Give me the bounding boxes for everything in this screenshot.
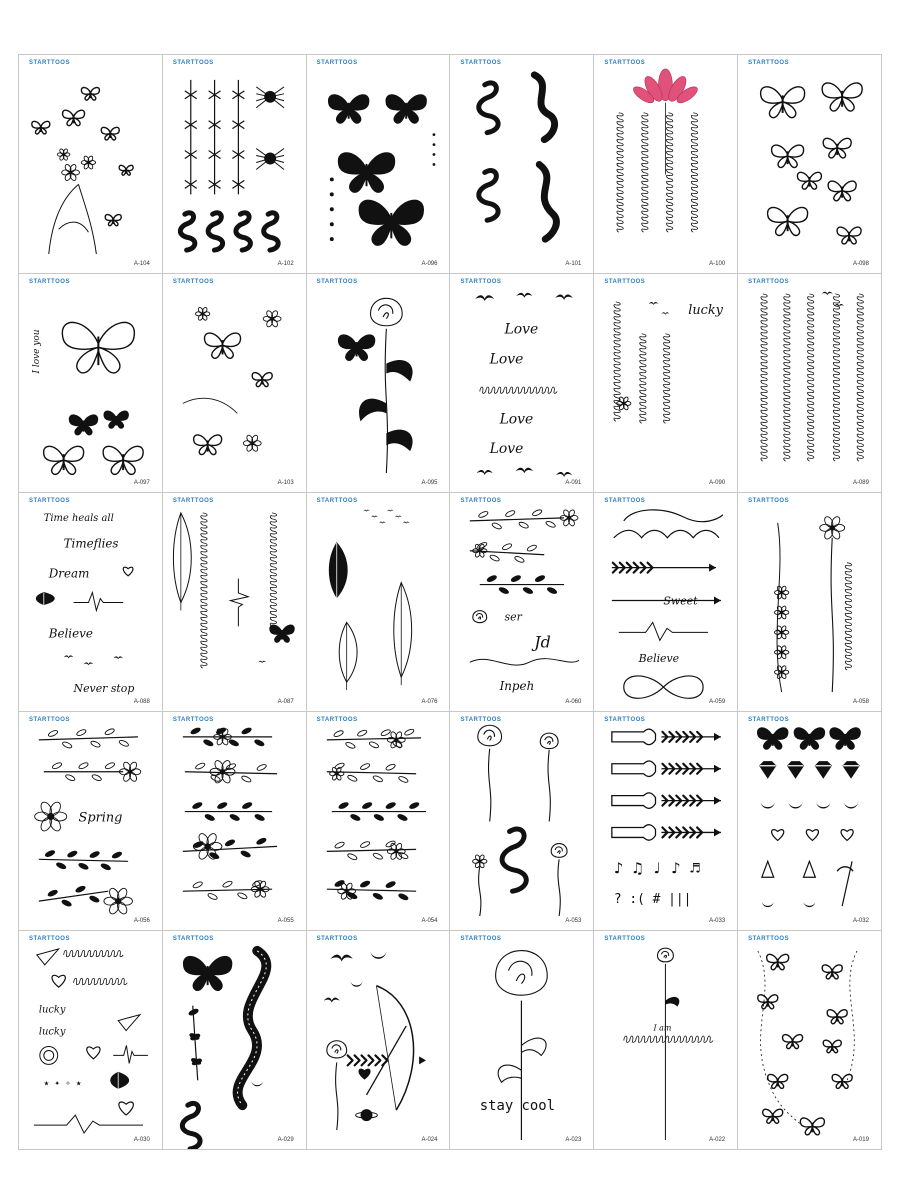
svg-text:Love: Love [490, 441, 524, 458]
tattoo-code: A-087 [277, 699, 294, 705]
brand-label: STARTTOOS [460, 717, 502, 723]
tattoo-code: A-060 [565, 699, 582, 705]
tattoo-card-a-058 [738, 493, 882, 712]
brand-label: STARTTOOS [460, 498, 502, 504]
tattoo-code: A-088 [133, 699, 150, 705]
svg-text:ser: ser [505, 610, 523, 624]
tattoo-code: A-103 [277, 480, 294, 486]
tattoo-card-a-087 [163, 493, 307, 712]
tattoo-code: A-104 [133, 261, 150, 267]
barbed-wire-spiders-snakes-artwork [163, 55, 306, 273]
tattoo-code: A-100 [709, 261, 726, 267]
tattoo-code: A-053 [565, 918, 582, 924]
tattoo-code: A-055 [277, 918, 294, 924]
tattoo-card-a-100 [594, 55, 738, 274]
svg-text:Dream: Dream [48, 566, 90, 581]
tattoo-card-a-096 [307, 55, 451, 274]
brand-label: STARTTOOS [604, 60, 646, 66]
svg-text:Jd: Jd [534, 632, 552, 652]
tattoo-code: A-058 [852, 699, 869, 705]
brand-label: STARTTOOS [316, 717, 358, 723]
tattoo-code: A-095 [421, 480, 438, 486]
brand-label: STARTTOOS [460, 60, 502, 66]
svg-text:Timeflies: Timeflies [63, 536, 119, 551]
brand-label: STARTTOOS [604, 498, 646, 504]
line-rose-stay-cool-artwork [450, 931, 593, 1149]
brand-label: STARTTOOS [604, 279, 646, 285]
svg-text:I love you: I love you [31, 329, 42, 374]
brand-label: STARTTOOS [316, 936, 358, 942]
brand-label: STARTTOOS [748, 60, 790, 66]
tattoo-card-a-032 [738, 712, 882, 931]
tattoo-code: A-029 [277, 1137, 294, 1143]
tattoo-code: A-097 [133, 480, 150, 486]
tattoo-card-a-097 [19, 274, 163, 493]
brand-label: STARTTOOS [172, 717, 214, 723]
tattoo-card-a-060 [450, 493, 594, 712]
flower-stems-artwork [738, 493, 881, 711]
tattoo-card-a-024 [307, 931, 451, 1150]
snake-butterfly-leaves-artwork [163, 931, 306, 1149]
tattoo-card-a-089 [738, 274, 882, 493]
feathers-birds-artwork [307, 493, 450, 711]
brand-label: STARTTOOS [172, 498, 214, 504]
brand-label: STARTTOOS [29, 498, 70, 504]
tattoo-code: A-059 [709, 699, 726, 705]
bottles-arrows-notes-artwork [594, 712, 737, 930]
brand-label: STARTTOOS [172, 936, 214, 942]
tattoo-card-a-091 [450, 274, 594, 493]
butterfly-set-artwork [738, 55, 881, 273]
tattoo-code: A-098 [852, 261, 869, 267]
tattoo-card-a-088 [19, 493, 163, 712]
stem-rose-script-artwork [594, 931, 737, 1149]
svg-text:Love: Love [500, 411, 534, 428]
brand-label: STARTTOOS [29, 279, 70, 285]
svg-text:Believe: Believe [638, 652, 680, 666]
brand-label: STARTTOOS [460, 936, 502, 942]
brand-label: STARTTOOS [460, 279, 502, 285]
tattoo-card-a-056 [19, 712, 163, 931]
brand-label: STARTTOOS [316, 60, 358, 66]
tattoo-card-a-102 [163, 55, 307, 274]
svg-text:I am: I am [653, 1023, 672, 1033]
svg-text:Sweet: Sweet [663, 594, 698, 608]
svg-text:Never stop: Never stop [73, 682, 135, 696]
butterflies-diamonds-moons-artwork [738, 712, 881, 930]
tattoo-code: A-089 [852, 480, 869, 486]
tattoo-code: A-024 [421, 1137, 438, 1143]
svg-text:♪ ♫ ♩ ♪ ♬: ♪ ♫ ♩ ♪ ♬ [614, 858, 701, 878]
tattoo-code: A-019 [852, 1137, 869, 1143]
svg-text:stay cool: stay cool [480, 1098, 556, 1115]
tattoo-code: A-101 [565, 261, 582, 267]
tattoo-code: A-023 [565, 1137, 582, 1143]
script-flowers-birds-artwork [594, 274, 737, 492]
svg-text:Time heals all: Time heals all [43, 512, 114, 524]
branches-flowers-script-artwork [450, 493, 593, 711]
tattoo-card-a-076 [307, 493, 451, 712]
tattoo-card-a-059 [594, 493, 738, 712]
brand-label: STARTTOOS [604, 936, 646, 942]
tattoo-card-a-029 [163, 931, 307, 1150]
roses-snake-artwork [450, 712, 593, 930]
tattoo-code: A-102 [277, 261, 294, 267]
whale-arrows-infinity-artwork [594, 493, 737, 711]
butterflies-script-artwork [19, 274, 162, 492]
vertical-script-birds-artwork [738, 274, 881, 492]
tattoo-code: A-032 [852, 918, 869, 924]
tattoo-card-a-104 [19, 55, 163, 274]
svg-text:Spring: Spring [78, 810, 123, 826]
floral-branches-artwork [163, 712, 306, 930]
rose-butterfly-leaves-artwork [307, 274, 450, 492]
brand-label: STARTTOOS [172, 279, 214, 285]
tattoo-card-a-054 [307, 712, 451, 931]
tattoo-code: A-033 [709, 918, 726, 924]
tattoo-code: A-022 [709, 1137, 726, 1143]
tattoo-code: A-091 [565, 480, 582, 486]
svg-text:Believe: Believe [48, 626, 93, 641]
tattoo-card-a-101 [450, 55, 594, 274]
tattoo-card-a-030 [19, 931, 163, 1150]
tattoo-card-a-098 [738, 55, 882, 274]
brand-label: STARTTOOS [316, 279, 358, 285]
tattoo-code: A-054 [421, 918, 438, 924]
brand-label: STARTTOOS [29, 717, 70, 723]
svg-text:Love: Love [490, 351, 524, 368]
brand-label: STARTTOOS [29, 936, 70, 942]
bow-arrow-birds-rose-artwork [307, 931, 450, 1149]
tattoo-card-a-022 [594, 931, 738, 1150]
tattoo-card-a-055 [163, 712, 307, 931]
tattoo-code: A-056 [133, 918, 150, 924]
tattoo-card-a-033 [594, 712, 738, 931]
svg-text:★ ✦ ✧ ★: ★ ✦ ✧ ★ [43, 1078, 82, 1089]
tattoo-card-a-103 [163, 274, 307, 493]
brand-label: STARTTOOS [748, 936, 790, 942]
brand-label: STARTTOOS [29, 60, 70, 66]
tattoo-sheet-grid [18, 54, 882, 1150]
feathers-heartbeat-script-artwork [163, 493, 306, 711]
tattoo-code: A-076 [421, 699, 438, 705]
tattoo-code: A-030 [133, 1137, 150, 1143]
tattoo-card-a-053 [450, 712, 594, 931]
tattoo-card-a-023 [450, 931, 594, 1150]
tattoo-card-a-090 [594, 274, 738, 493]
paper-planes-hearts-heartbeat-artwork [19, 931, 162, 1149]
brand-label: STARTTOOS [748, 717, 790, 723]
tattoo-code: A-090 [709, 480, 726, 486]
svg-text:lucky: lucky [38, 1026, 66, 1038]
svg-text:? :( # |||: ? :( # ||| [614, 892, 692, 908]
brand-label: STARTTOOS [316, 498, 358, 504]
snakes-tribal-waves-artwork [450, 55, 593, 273]
tattoo-card-a-019 [738, 931, 882, 1150]
svg-text:Inpeh: Inpeh [500, 679, 535, 694]
butterflies-hand-flowers-artwork [19, 55, 162, 273]
birds-love-script-artwork [450, 274, 593, 492]
brand-label: STARTTOOS [748, 498, 790, 504]
brand-label: STARTTOOS [748, 279, 790, 285]
fine-line-flowers-butterflies-artwork [163, 274, 306, 492]
pink-lotus-script-artwork [594, 55, 737, 273]
leaves-daisy-spring-artwork [19, 712, 162, 930]
brand-label: STARTTOOS [604, 717, 646, 723]
large-butterflies-dots-artwork [307, 55, 450, 273]
leafy-branches-artwork [307, 712, 450, 930]
tattoo-card-a-095 [307, 274, 451, 493]
phrases-birds-heart-artwork [19, 493, 162, 711]
svg-text:Love: Love [505, 321, 539, 338]
svg-text:lucky: lucky [688, 302, 724, 318]
brand-label: STARTTOOS [172, 60, 214, 66]
butterfly-trail-artwork [738, 931, 881, 1149]
tattoo-code: A-096 [421, 261, 438, 267]
svg-text:lucky: lucky [38, 1004, 66, 1016]
